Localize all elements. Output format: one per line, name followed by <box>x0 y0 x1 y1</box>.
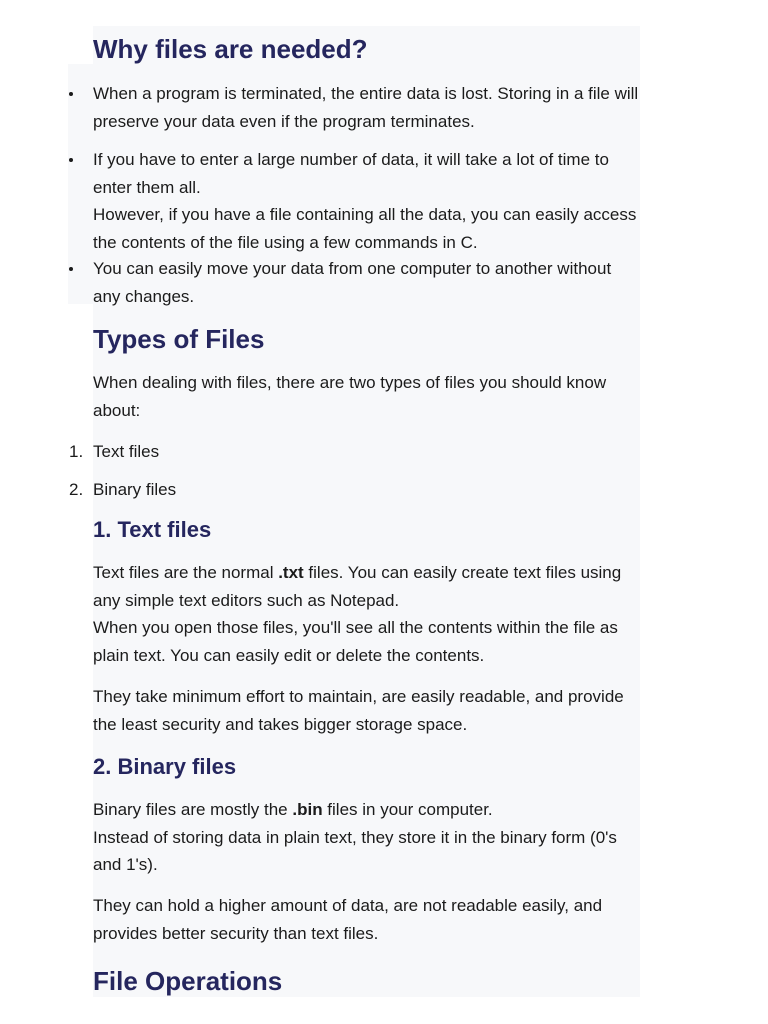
types-intro: When dealing with files, there are two types of files you should know about: <box>93 373 607 420</box>
binary-files-line-2: Instead of storing data in plain text, they store it in the binary form (0's and 1's). <box>93 827 617 874</box>
heading-binary-files: 2. Binary files <box>93 754 237 779</box>
bullet-continuation-text: However, if you have a file containing all the data, you can easily access the contents of the file using a few commands in C. <box>93 205 637 252</box>
text-span: Binary files are mostly the <box>93 800 293 819</box>
heading-why-files: Why files are needed? <box>93 34 368 64</box>
bullet-text: If you have to enter a large number of data, it will take a lot of time to enter them all. <box>93 150 609 197</box>
list-item <box>93 80 640 135</box>
text-files-line-2: When you open those files, you'll see all the contents within the file as plain text. You can easily edit or delete the contents. <box>93 618 618 665</box>
list-item <box>93 255 640 310</box>
text-files-paragraph-2: They take minimum effort to maintain, are easily readable, and provide the least security and takes bigger storage space. <box>93 687 624 734</box>
list-item <box>69 438 640 466</box>
list-number: 2. <box>69 480 84 499</box>
binary-files-line-1 <box>93 796 640 824</box>
binary-files-paragraph-1 <box>93 796 640 879</box>
list-text: Binary files <box>93 480 177 499</box>
list-number: 1. <box>69 442 84 461</box>
text-span: files in your computer. <box>322 800 493 819</box>
heading-text-files: 1. Text files <box>93 517 212 542</box>
bold-text: .bin <box>292 800 323 819</box>
bullet-text: When a program is terminated, the entire data is lost. Storing in a file will preserve your data even if the program terminates. <box>93 84 639 131</box>
list-text: Text files <box>93 442 160 461</box>
binary-files-paragraph-2: They can hold a higher amount of data, are not readable easily, and provides better security than text files. <box>93 896 603 943</box>
list-item <box>69 476 640 504</box>
text-files-line-1 <box>93 559 640 614</box>
text-files-paragraph-1 <box>93 559 640 669</box>
heading-types-of-files: Types of Files <box>93 324 265 354</box>
bullet-icon <box>69 92 73 96</box>
bullet-icon <box>69 158 73 162</box>
list-item <box>93 146 640 256</box>
heading-file-operations: File Operations <box>93 966 283 996</box>
bullet-text: You can easily move your data from one computer to another without any changes. <box>93 259 612 306</box>
text-span: files. You can easily create text files using any simple text editors such as Notepad. <box>93 563 622 610</box>
bullet-icon <box>69 267 73 271</box>
bold-text: .txt <box>278 563 304 582</box>
text-span: Text files are the normal <box>93 563 279 582</box>
